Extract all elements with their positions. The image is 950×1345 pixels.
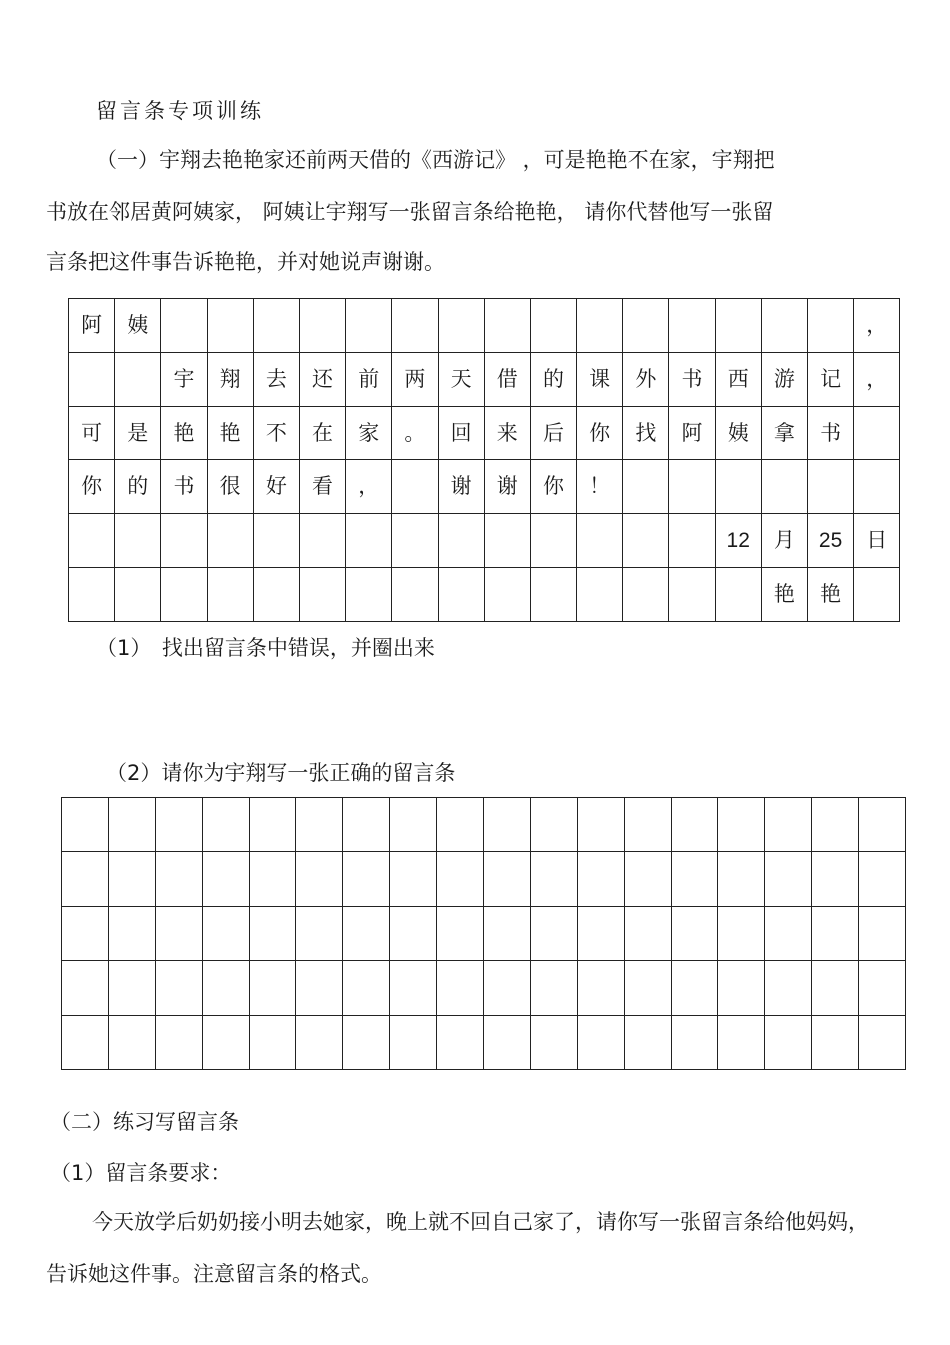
note-cell [623, 568, 669, 622]
note-cell [530, 568, 576, 622]
note-cell [392, 514, 438, 568]
note-cell [161, 299, 207, 353]
note-cell [808, 460, 854, 514]
note-cell [253, 299, 299, 353]
blank-cell[interactable] [530, 798, 577, 852]
note-cell [761, 299, 807, 353]
note-cell: 前 [346, 352, 392, 406]
note-cell: 看 [299, 460, 345, 514]
blank-cell[interactable] [343, 1015, 390, 1069]
note-cell: 阿 [669, 406, 715, 460]
note-cell: 拿 [761, 406, 807, 460]
blank-cell[interactable] [859, 961, 906, 1015]
blank-cell[interactable] [718, 798, 765, 852]
blank-cell[interactable] [530, 906, 577, 960]
note-cell: 翔 [207, 352, 253, 406]
blank-cell[interactable] [343, 906, 390, 960]
note-cell: 谢 [438, 460, 484, 514]
blank-cell[interactable] [108, 906, 155, 960]
note-cell [761, 460, 807, 514]
note-cell: 课 [577, 352, 623, 406]
blank-cell[interactable] [343, 798, 390, 852]
blank-cell[interactable] [577, 961, 624, 1015]
note-cell [854, 568, 900, 622]
note-cell [669, 460, 715, 514]
note-cell: 月 [761, 514, 807, 568]
blank-cell[interactable] [765, 961, 812, 1015]
note-cell: 是 [115, 406, 161, 460]
blank-cell[interactable] [437, 961, 484, 1015]
blank-row [62, 906, 906, 960]
note-cell: 宇 [161, 352, 207, 406]
blank-cell[interactable] [718, 906, 765, 960]
note-cell: 。 [392, 406, 438, 460]
note-cell: 可 [69, 406, 115, 460]
blank-cell[interactable] [249, 798, 296, 852]
page-title: 留言条专项训练 [96, 99, 264, 123]
note-cell: 的 [115, 460, 161, 514]
blank-cell[interactable] [62, 798, 109, 852]
note-cell [392, 299, 438, 353]
note-cell [577, 514, 623, 568]
note-cell [484, 568, 530, 622]
blank-cell[interactable] [671, 1015, 718, 1069]
section2-heading: （二）练习写留言条 [50, 1110, 239, 1134]
note-cell: 游 [761, 352, 807, 406]
blank-cell[interactable] [108, 852, 155, 906]
note-cell [438, 514, 484, 568]
blank-cell[interactable] [859, 906, 906, 960]
blank-cell[interactable] [296, 1015, 343, 1069]
blank-cell[interactable] [530, 852, 577, 906]
note-cell: ， [854, 299, 900, 353]
note-cell [715, 299, 761, 353]
blank-cell[interactable] [437, 1015, 484, 1069]
note-cell [115, 352, 161, 406]
note-cell [392, 568, 438, 622]
blank-cell[interactable] [62, 852, 109, 906]
note-cell [808, 299, 854, 353]
blank-cell[interactable] [577, 1015, 624, 1069]
section2-line-2: 告诉她这件事。注意留言条的格式。 [46, 1262, 382, 1286]
note-cell: 记 [808, 352, 854, 406]
note-cell: 你 [530, 460, 576, 514]
note-cell [715, 460, 761, 514]
blank-cell[interactable] [765, 906, 812, 960]
blank-cell[interactable] [859, 852, 906, 906]
blank-cell[interactable] [859, 798, 906, 852]
note-cell: 好 [253, 460, 299, 514]
note-cell [623, 514, 669, 568]
note-cell [577, 568, 623, 622]
blank-cell[interactable] [202, 906, 249, 960]
note-cell [115, 568, 161, 622]
blank-cell[interactable] [343, 961, 390, 1015]
requirement-label: （1）留言条要求： [50, 1161, 232, 1185]
note-cell [854, 460, 900, 514]
blank-cell[interactable] [765, 1015, 812, 1069]
blank-cell[interactable] [671, 852, 718, 906]
blank-cell[interactable] [718, 852, 765, 906]
blank-cell[interactable] [484, 852, 531, 906]
note-row [69, 568, 900, 622]
note-cell: 家 [346, 406, 392, 460]
blank-cell[interactable] [249, 1015, 296, 1069]
blank-cell[interactable] [812, 798, 859, 852]
blank-cell[interactable] [62, 1015, 109, 1069]
note-cell [253, 514, 299, 568]
note-cell: 外 [623, 352, 669, 406]
note-cell [392, 460, 438, 514]
blank-cell[interactable] [812, 906, 859, 960]
blank-cell[interactable] [812, 1015, 859, 1069]
blank-cell[interactable] [765, 852, 812, 906]
blank-cell[interactable] [437, 798, 484, 852]
note-cell [438, 299, 484, 353]
blank-cell[interactable] [577, 852, 624, 906]
blank-cell[interactable] [671, 906, 718, 960]
note-cell [207, 514, 253, 568]
blank-cell[interactable] [155, 906, 202, 960]
blank-cell[interactable] [484, 906, 531, 960]
note-cell: 不 [253, 406, 299, 460]
note-cell: ！ [577, 460, 623, 514]
blank-writing-grid [61, 797, 906, 1070]
note-cell: 艳 [161, 406, 207, 460]
note-row [69, 460, 900, 514]
section1-line-3: 言条把这件事告诉艳艳，并对她说声谢谢。 [46, 250, 445, 274]
blank-row [62, 852, 906, 906]
note-cell [299, 514, 345, 568]
note-cell: 艳 [761, 568, 807, 622]
note-cell [69, 568, 115, 622]
note-cell: 在 [299, 406, 345, 460]
note-cell [669, 568, 715, 622]
blank-cell[interactable] [530, 961, 577, 1015]
note-row [69, 299, 900, 353]
blank-cell[interactable] [812, 961, 859, 1015]
note-cell: 25 [808, 514, 854, 568]
blank-cell[interactable] [390, 852, 437, 906]
note-cell [346, 299, 392, 353]
note-row [69, 352, 900, 406]
note-cell [299, 568, 345, 622]
note-cell: 姨 [715, 406, 761, 460]
blank-cell[interactable] [671, 961, 718, 1015]
note-cell: ， [346, 460, 392, 514]
section2-line-1: 今天放学后奶奶接小明去她家，晚上就不回自己家了，请你写一张留言条给他妈妈， [92, 1210, 869, 1234]
note-cell: 后 [530, 406, 576, 460]
note-cell: 两 [392, 352, 438, 406]
note-cell: 姨 [115, 299, 161, 353]
note-cell [69, 352, 115, 406]
blank-cell[interactable] [155, 1015, 202, 1069]
note-cell: 谢 [484, 460, 530, 514]
note-cell: 来 [484, 406, 530, 460]
note-cell [854, 406, 900, 460]
note-cell [669, 299, 715, 353]
note-cell: 还 [299, 352, 345, 406]
note-cell [207, 299, 253, 353]
blank-cell[interactable] [249, 961, 296, 1015]
blank-cell[interactable] [108, 798, 155, 852]
blank-cell[interactable] [765, 798, 812, 852]
note-cell [161, 568, 207, 622]
note-cell [69, 514, 115, 568]
blank-cell[interactable] [437, 906, 484, 960]
blank-cell[interactable] [859, 1015, 906, 1069]
note-cell: 借 [484, 352, 530, 406]
blank-cell[interactable] [624, 906, 671, 960]
note-cell: 书 [669, 352, 715, 406]
blank-cell[interactable] [202, 798, 249, 852]
blank-cell[interactable] [108, 1015, 155, 1069]
blank-cell[interactable] [343, 852, 390, 906]
blank-cell[interactable] [624, 852, 671, 906]
blank-cell[interactable] [202, 961, 249, 1015]
blank-cell[interactable] [249, 906, 296, 960]
blank-row [62, 798, 906, 852]
note-cell: ， [854, 352, 900, 406]
sample-note-grid [68, 298, 900, 622]
note-cell [484, 514, 530, 568]
note-cell: 很 [207, 460, 253, 514]
blank-cell[interactable] [390, 1015, 437, 1069]
blank-cell[interactable] [108, 961, 155, 1015]
note-cell [346, 514, 392, 568]
note-cell: 的 [530, 352, 576, 406]
blank-cell[interactable] [718, 961, 765, 1015]
blank-cell[interactable] [390, 961, 437, 1015]
blank-cell[interactable] [296, 961, 343, 1015]
blank-cell[interactable] [390, 798, 437, 852]
blank-cell[interactable] [155, 798, 202, 852]
blank-cell[interactable] [718, 1015, 765, 1069]
blank-row [62, 1015, 906, 1069]
blank-cell[interactable] [624, 961, 671, 1015]
note-cell [623, 460, 669, 514]
note-row [69, 514, 900, 568]
note-cell: 日 [854, 514, 900, 568]
note-cell: 你 [69, 460, 115, 514]
question-2: （2）请你为宇翔写一张正确的留言条 [106, 761, 456, 785]
blank-cell[interactable] [390, 906, 437, 960]
note-cell: 书 [808, 406, 854, 460]
note-cell [484, 299, 530, 353]
blank-cell[interactable] [62, 961, 109, 1015]
blank-cell[interactable] [437, 852, 484, 906]
note-cell: 天 [438, 352, 484, 406]
note-cell [115, 514, 161, 568]
blank-cell[interactable] [202, 852, 249, 906]
section1-line-2: 书放在邻居黄阿姨家， 阿姨让宇翔写一张留言条给艳艳， 请你代替他写一张留 [46, 200, 774, 224]
blank-cell[interactable] [484, 798, 531, 852]
note-row [69, 406, 900, 460]
note-cell [346, 568, 392, 622]
note-cell [530, 299, 576, 353]
note-cell: 你 [577, 406, 623, 460]
note-cell [530, 514, 576, 568]
note-cell [669, 514, 715, 568]
note-cell: 去 [253, 352, 299, 406]
blank-cell[interactable] [530, 1015, 577, 1069]
blank-cell[interactable] [296, 798, 343, 852]
note-cell [715, 568, 761, 622]
note-cell: 找 [623, 406, 669, 460]
blank-cell[interactable] [249, 852, 296, 906]
blank-cell[interactable] [577, 798, 624, 852]
note-cell: 西 [715, 352, 761, 406]
note-cell: 阿 [69, 299, 115, 353]
note-cell [161, 514, 207, 568]
blank-cell[interactable] [671, 798, 718, 852]
blank-cell[interactable] [202, 1015, 249, 1069]
note-cell [623, 299, 669, 353]
section1-line-1: （一）宇翔去艳艳家还前两天借的《西游记》 ，可是艳艳不在家，宇翔把 [96, 148, 775, 172]
blank-cell[interactable] [296, 852, 343, 906]
note-cell: 12 [715, 514, 761, 568]
blank-cell[interactable] [296, 906, 343, 960]
question-1: （1） 找出留言条中错误，并圈出来 [96, 636, 435, 660]
note-cell [577, 299, 623, 353]
note-cell [438, 568, 484, 622]
note-cell [299, 299, 345, 353]
blank-row [62, 961, 906, 1015]
blank-cell[interactable] [624, 798, 671, 852]
note-cell [207, 568, 253, 622]
blank-cell[interactable] [155, 852, 202, 906]
blank-cell[interactable] [484, 1015, 531, 1069]
note-cell: 书 [161, 460, 207, 514]
blank-cell[interactable] [577, 906, 624, 960]
note-cell: 艳 [207, 406, 253, 460]
blank-cell[interactable] [62, 906, 109, 960]
blank-cell[interactable] [155, 961, 202, 1015]
note-cell: 回 [438, 406, 484, 460]
blank-cell[interactable] [624, 1015, 671, 1069]
blank-cell[interactable] [812, 852, 859, 906]
note-cell [253, 568, 299, 622]
note-cell: 艳 [808, 568, 854, 622]
blank-cell[interactable] [484, 961, 531, 1015]
